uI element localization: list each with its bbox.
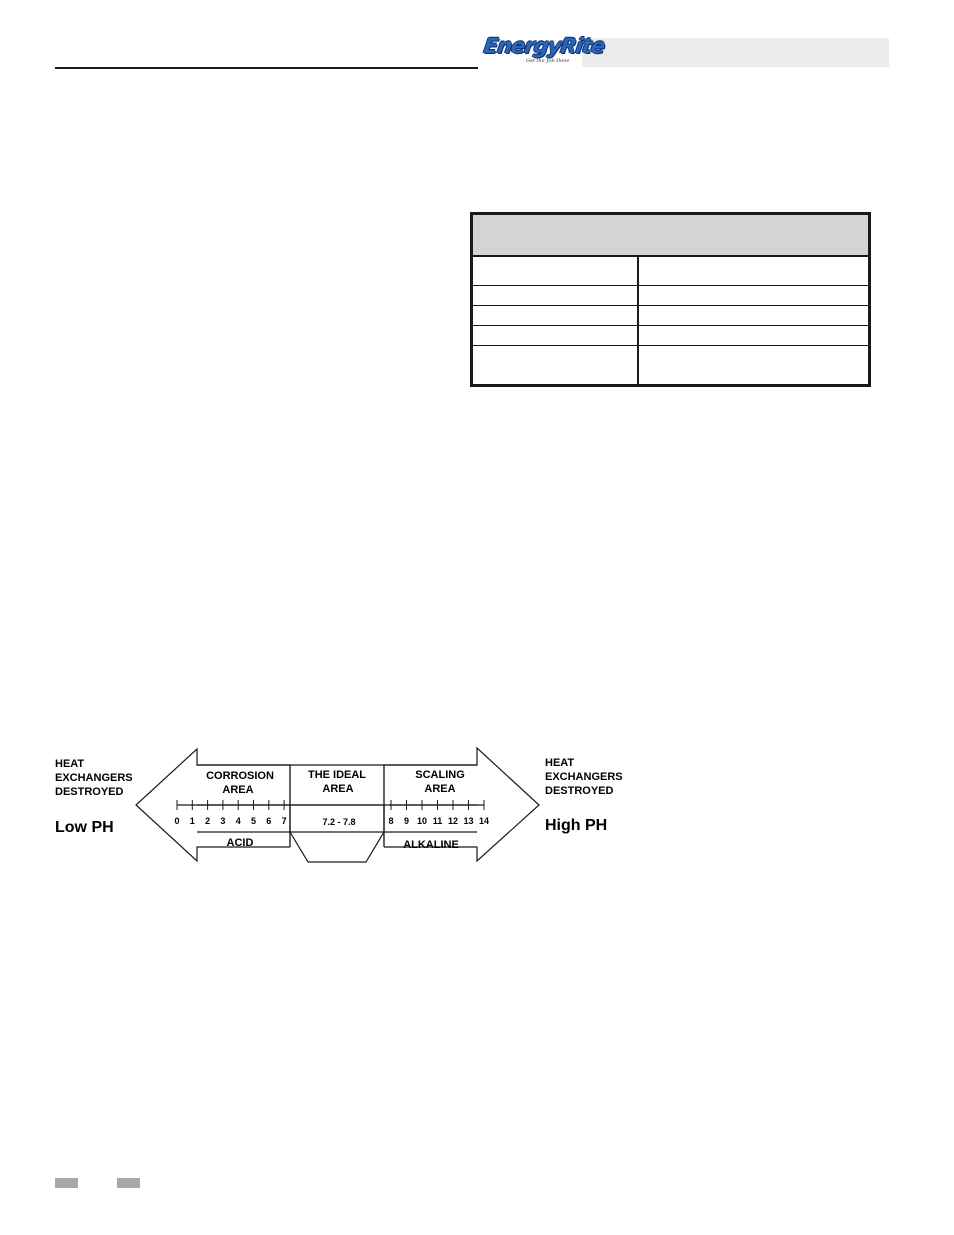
table-cell [472, 306, 639, 326]
table-cell [638, 286, 870, 306]
acid-scale-number: 1 [189, 816, 195, 826]
table-cell [472, 346, 639, 386]
low-ph-title: Low PH [55, 819, 114, 836]
table-header-cell [472, 214, 870, 257]
alkaline-scale-number: 8 [388, 816, 394, 826]
table-row [472, 346, 870, 386]
right-label-line: EXCHANGERS [545, 771, 623, 783]
table-row [472, 326, 870, 346]
table-row [472, 286, 870, 306]
header-band [577, 38, 889, 67]
alkaline-label: ALKALINE [403, 839, 459, 851]
acid-scale-number: 6 [266, 816, 272, 826]
acid-scale-number: 7 [281, 816, 287, 826]
alkaline-scale-number: 10 [416, 816, 428, 826]
logo-wordmark: EnergyRite [482, 34, 606, 58]
table-cell [638, 256, 870, 286]
corrosion-area-label: AREA [222, 784, 254, 796]
energyrite-logo [478, 31, 606, 71]
table-cell [472, 256, 639, 286]
alkaline-scale-number: 14 [478, 816, 490, 826]
alkaline-scale-number: 11 [432, 816, 443, 826]
table-cell [472, 286, 639, 306]
table-cell [638, 326, 870, 346]
high-ph-title: High PH [545, 817, 608, 834]
table-row [472, 306, 870, 326]
scaling-area-label: SCALING [415, 769, 465, 781]
alkaline-scale-number: 13 [463, 816, 474, 826]
table-header-row [472, 214, 870, 257]
footer-tab-left [55, 1178, 78, 1188]
footer-tab-right [117, 1178, 140, 1188]
right-label-line: DESTROYED [545, 785, 614, 797]
ideal-area-label: THE IDEAL [307, 769, 367, 781]
alkaline-scale-number: 9 [403, 816, 410, 826]
acid-label: ACID [226, 837, 254, 849]
table-cell [638, 306, 870, 326]
table-cell [638, 346, 870, 386]
acid-scale-number: 2 [205, 816, 211, 826]
acid-scale-number: 5 [250, 816, 257, 826]
right-label-line: HEAT [545, 757, 575, 769]
scaling-area-label: AREA [424, 783, 456, 795]
corrosion-area-label: CORROSION [206, 770, 274, 782]
acid-scale-number: 4 [235, 816, 241, 826]
left-label-line: HEAT [55, 758, 85, 770]
left-label-line: EXCHANGERS [55, 772, 133, 784]
logo-tagline: Get the Job Done [526, 58, 570, 64]
acid-scale-number: 0 [174, 816, 180, 826]
ideal-area-label: AREA [322, 783, 354, 795]
table-row [472, 256, 870, 286]
ph-scale-diagram [40, 740, 660, 870]
ideal-range-label: 7.2 - 7.8 [322, 817, 356, 827]
alkaline-scale-number: 12 [447, 816, 459, 826]
water-chemistry-table [470, 212, 871, 387]
left-label-line: DESTROYED [55, 786, 124, 798]
ph-scale-svg [40, 740, 660, 870]
table-cell [472, 326, 639, 346]
acid-scale-number: 3 [220, 816, 226, 826]
